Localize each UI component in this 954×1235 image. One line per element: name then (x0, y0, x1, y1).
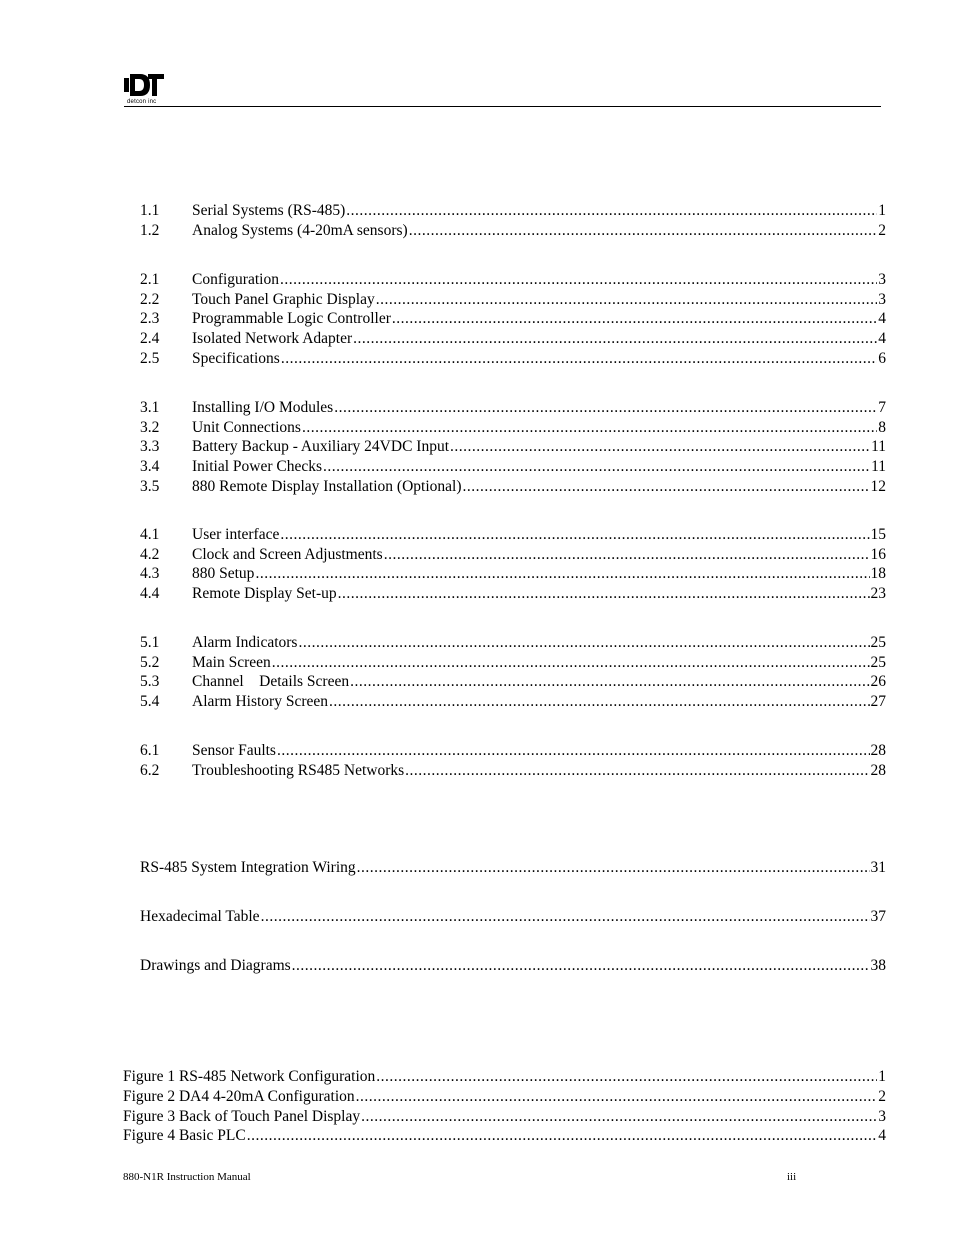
toc-entry-title: Figure 1 RS-485 Network Configuration (123, 1068, 376, 1085)
dot-leader (298, 633, 869, 653)
toc-entry-page: 1 (878, 1068, 886, 1085)
dot-leader (346, 201, 877, 221)
dot-leader (277, 741, 870, 761)
toc-entry-number: 3.4 (140, 458, 160, 476)
toc-entry-page: 28 (870, 742, 886, 759)
dot-leader (329, 692, 869, 712)
toc-entry-title: Remote Display Set-up (192, 585, 337, 603)
toc-entry (140, 201, 886, 221)
toc-entry-page: 16 (870, 545, 886, 563)
toc-entry-title: Unit Connections (192, 418, 301, 436)
toc-entry (140, 525, 886, 545)
toc-entry-page: 31 (870, 859, 886, 876)
toc-entry-title: Figure 4 Basic PLC (123, 1127, 246, 1145)
toc-entry-title: User interface (192, 526, 280, 543)
dot-leader (405, 761, 869, 781)
footer-manual-name: 880-N1R Instruction Manual (123, 1171, 251, 1183)
dot-leader (323, 457, 870, 477)
toc-entry-number: 5.3 (140, 673, 160, 691)
dot-leader (450, 437, 870, 457)
toc-entry-page: 25 (870, 653, 886, 671)
toc-entry (140, 741, 886, 761)
toc-entry (140, 349, 886, 369)
toc-entry-page: 18 (870, 565, 886, 583)
toc-entry-title: Main Screen (192, 653, 271, 671)
toc-entry-number: 4.3 (140, 565, 160, 583)
toc-entry-page: 11 (871, 458, 886, 476)
toc-entry (140, 457, 886, 477)
dot-leader (350, 672, 869, 692)
appendix-entry (140, 858, 886, 878)
toc-entry-page: 25 (870, 634, 886, 651)
toc-entry-number: 4.1 (140, 526, 160, 543)
dot-leader (384, 545, 870, 565)
toc-entry-page: 38 (870, 957, 886, 974)
dot-leader (356, 1087, 878, 1107)
toc-entry-title: Drawings and Diagrams (140, 957, 291, 974)
toc-entry-number: 6.1 (140, 742, 160, 759)
toc-entry (140, 270, 886, 290)
toc-entry-title: Serial Systems (RS-485) (192, 202, 346, 219)
dot-leader (376, 1067, 877, 1087)
dot-leader (255, 564, 869, 584)
toc-entry-number: 3.3 (140, 438, 160, 456)
toc-entry-page: 4 (878, 1127, 886, 1145)
toc-entry (140, 221, 886, 241)
toc-entry (140, 633, 886, 653)
toc-entry-title: Troubleshooting RS485 Networks (192, 761, 405, 779)
toc-entry-page: 4 (878, 310, 886, 328)
header-rule (124, 106, 881, 107)
toc-entry-title: Specifications (192, 349, 280, 367)
toc-entry (140, 761, 886, 781)
toc-entry (140, 477, 886, 497)
toc-entry-number: 4.4 (140, 585, 160, 603)
toc-entry-title: Initial Power Checks (192, 458, 323, 476)
dot-leader (462, 477, 869, 497)
dot-leader (392, 309, 877, 329)
toc-entry-number: 2.1 (140, 271, 160, 288)
toc-entry-title: 880 Setup (192, 565, 255, 583)
toc-entry-number: 2.3 (140, 310, 160, 328)
toc-entry-number: 2.4 (140, 330, 160, 348)
toc-entry (140, 545, 886, 565)
toc-entry-title: Hexadecimal Table (140, 908, 260, 925)
toc-entry (140, 584, 886, 604)
dot-leader (281, 349, 877, 369)
toc-entry-page: 8 (878, 418, 886, 436)
figure-entry (123, 1107, 886, 1127)
dot-leader (409, 221, 878, 241)
logo-text: detcon inc (127, 99, 157, 105)
toc-entry-title: Figure 3 Back of Touch Panel Display (123, 1107, 361, 1125)
toc-entry (140, 564, 886, 584)
toc-entry-number: 3.2 (140, 418, 160, 436)
dot-leader (334, 398, 877, 418)
toc-entry (140, 692, 886, 712)
toc-entry (140, 672, 886, 692)
toc-entry (140, 398, 886, 418)
toc-entry-page: 1 (878, 202, 886, 219)
toc-entry-page: 2 (878, 1087, 886, 1105)
toc-entry-title: Sensor Faults (192, 742, 276, 759)
toc-entry-page: 3 (878, 271, 886, 288)
figure-entry (123, 1067, 886, 1087)
toc-entry-number: 2.2 (140, 290, 160, 308)
toc-entry-page: 23 (870, 585, 886, 603)
toc-entry-number: 4.2 (140, 545, 160, 563)
toc-entry-title: Alarm Indicators (192, 634, 298, 651)
toc-entry-page: 37 (870, 908, 886, 925)
figure-entry (123, 1126, 886, 1146)
figure-entry (123, 1087, 886, 1107)
dot-leader (280, 525, 869, 545)
appendix-entry (140, 956, 886, 976)
toc-entry-page: 12 (870, 477, 886, 495)
toc-entry-page: 11 (871, 438, 886, 456)
toc-entry-page: 7 (878, 399, 886, 416)
toc-entry-number: 3.5 (140, 477, 160, 495)
dot-leader (338, 584, 870, 604)
toc-entry-title: Clock and Screen Adjustments (192, 545, 383, 563)
page-header (124, 72, 881, 108)
toc-entry-page: 6 (878, 349, 886, 367)
toc-entry-number: 5.2 (140, 653, 160, 671)
toc-entry (140, 437, 886, 457)
toc-entry-title: Configuration (192, 271, 279, 288)
toc-entry (140, 290, 886, 310)
toc-entry-number: 5.1 (140, 634, 160, 651)
dot-leader (261, 907, 870, 927)
toc-entry-title: Installing I/O Modules (192, 399, 334, 416)
toc-entry (140, 418, 886, 438)
dot-leader (302, 418, 877, 438)
toc-entry (140, 329, 886, 349)
dot-leader (272, 653, 870, 673)
toc-entry-title: RS-485 System Integration Wiring (140, 859, 356, 876)
toc-entry-title: 880 Remote Display Installation (Optional) (192, 477, 462, 495)
toc-entry-page: 3 (878, 290, 886, 308)
toc-entry (140, 309, 886, 329)
dot-leader (292, 956, 870, 976)
toc-entry-number: 3.1 (140, 399, 160, 416)
toc-entry-page: 28 (870, 761, 886, 779)
dot-leader (357, 858, 870, 878)
toc-entry-title: Battery Backup - Auxiliary 24VDC Input (192, 438, 449, 456)
dot-leader (247, 1126, 878, 1146)
toc-entry-title: Programmable Logic Controller (192, 310, 391, 328)
toc-entry-page: 26 (870, 673, 886, 691)
toc-entry-number: 1.1 (140, 202, 160, 219)
toc-entry-page: 2 (878, 221, 886, 239)
toc-entry-page: 4 (878, 330, 886, 348)
toc-entry-title: Alarm History Screen (192, 693, 329, 711)
toc-entry-page: 15 (870, 526, 886, 543)
toc-entry-number: 1.2 (140, 221, 160, 239)
toc-entry-page: 3 (878, 1107, 886, 1125)
dot-leader (353, 329, 877, 349)
toc-entry (140, 653, 886, 673)
toc-entry-title: Analog Systems (4-20mA sensors) (192, 221, 408, 239)
toc-entry-title: Isolated Network Adapter (192, 330, 353, 348)
appendix-entry (140, 907, 886, 927)
dot-leader (280, 270, 877, 290)
toc-entry-page: 27 (870, 693, 886, 711)
toc-entry-number: 6.2 (140, 761, 160, 779)
toc-entry-title: Touch Panel Graphic Display (192, 290, 375, 308)
toc-entry-number: 5.4 (140, 693, 160, 711)
footer-page-number: iii (787, 1171, 797, 1183)
toc-entry-title: Figure 2 DA4 4-20mA Configuration (123, 1087, 355, 1105)
toc-entry-title: Channel Details Screen (192, 673, 350, 691)
dot-leader (361, 1107, 877, 1127)
toc-entry-number: 2.5 (140, 349, 160, 367)
dot-leader (376, 290, 878, 310)
